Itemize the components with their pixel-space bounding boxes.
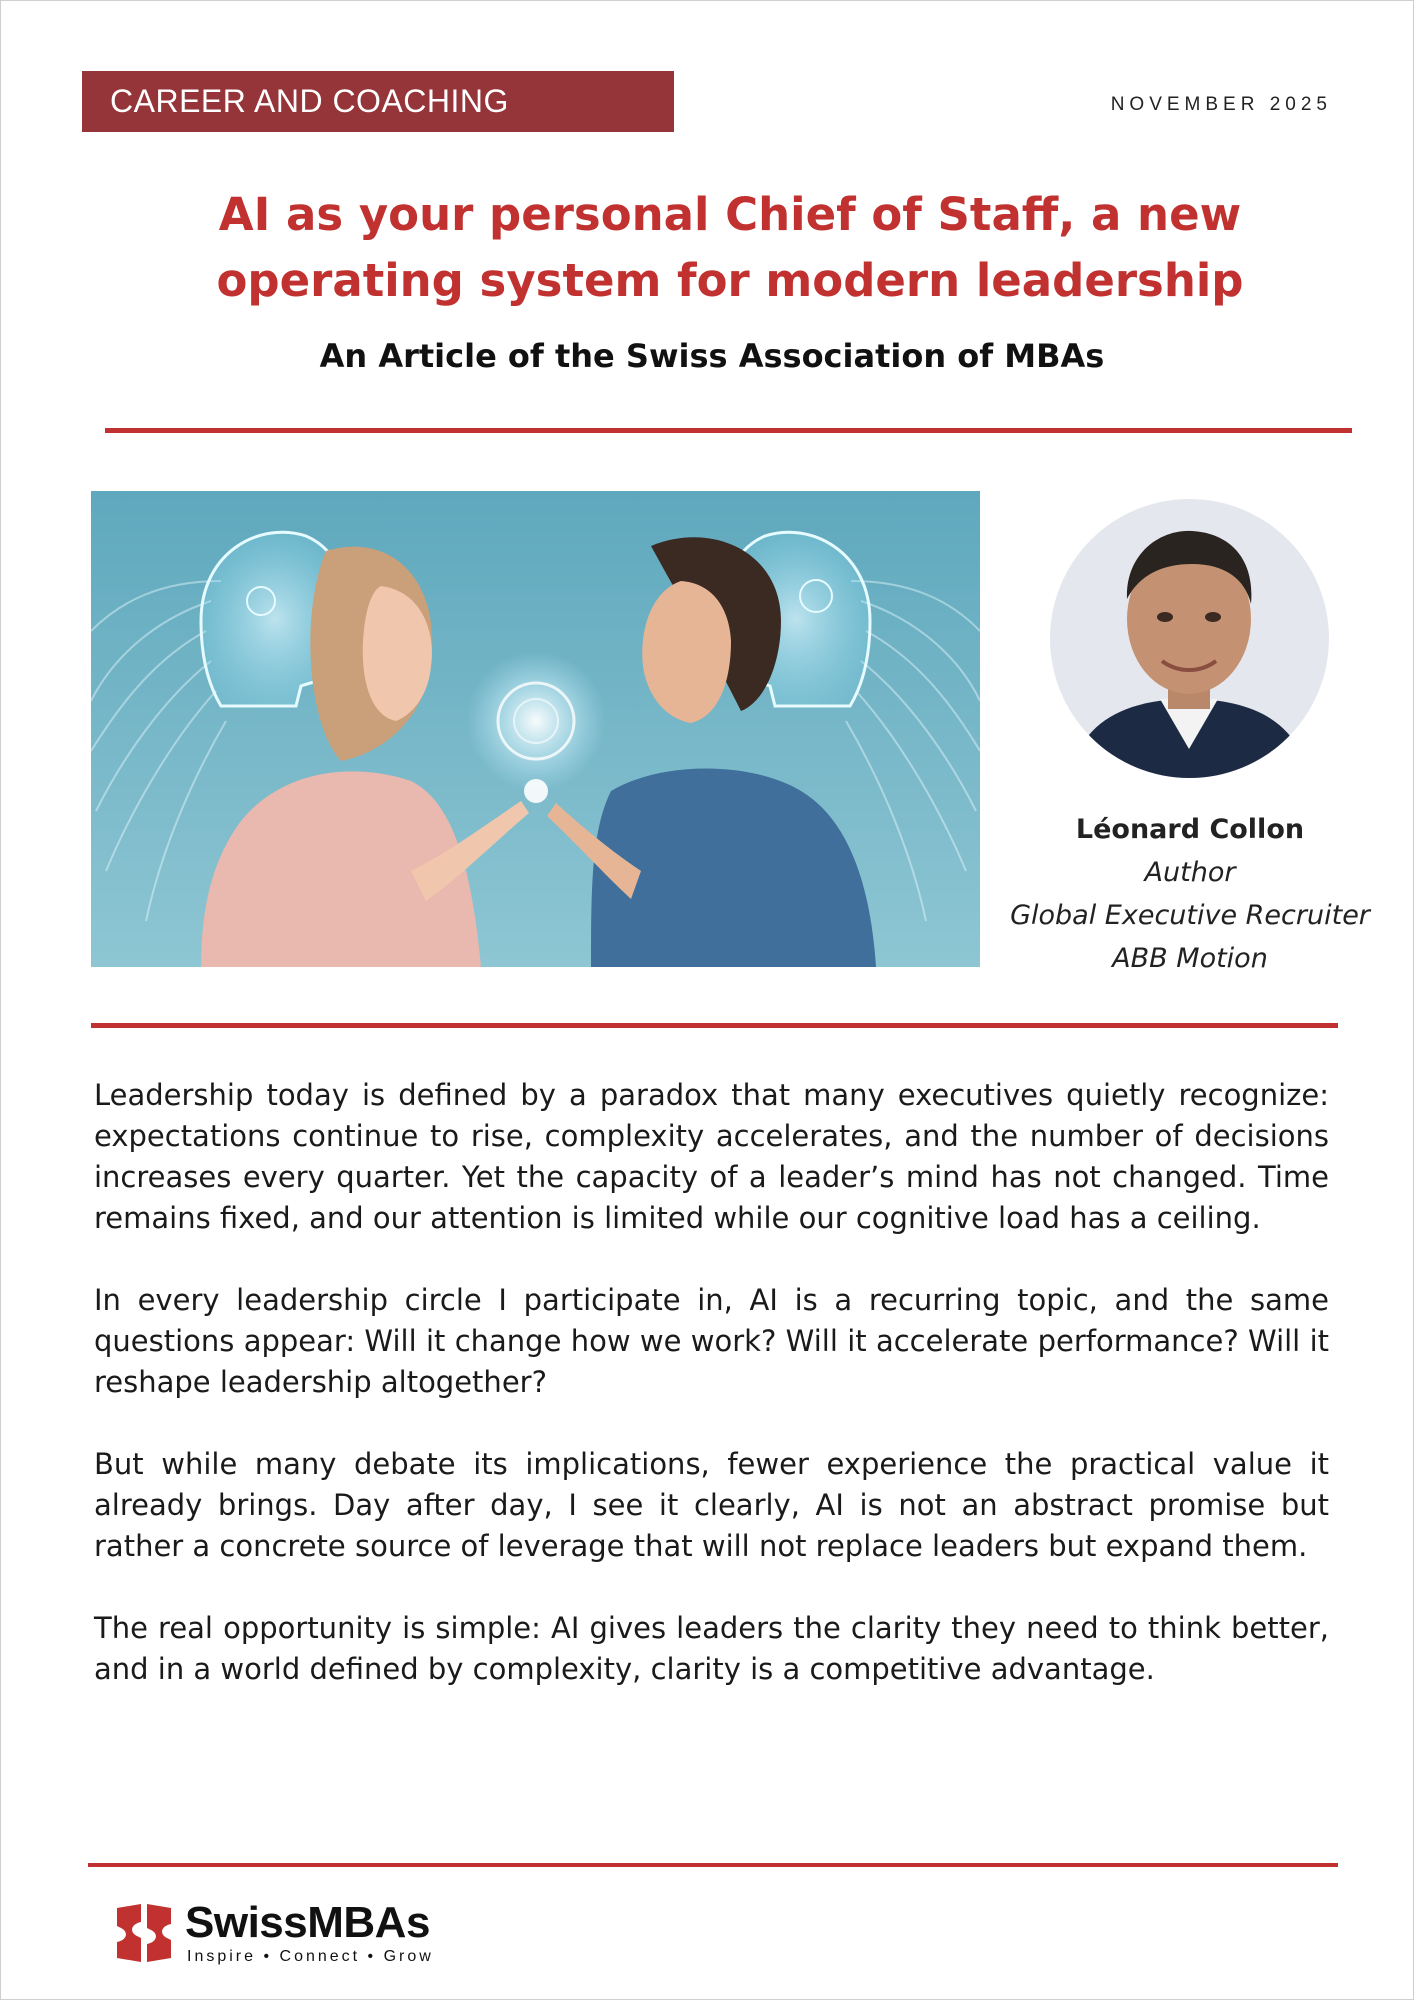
divider-middle — [91, 1023, 1338, 1028]
body-paragraph-4: The real opportunity is simple: AI gives leaders the clarity they need to think better, and in a world defined by complexity, clarity is a competitive advantage. — [94, 1611, 1329, 1686]
author-name: Léonard Collon — [1075, 814, 1305, 845]
author-info — [980, 808, 1400, 980]
issue-date: NOVEMBER 2025 — [1110, 94, 1332, 115]
author-role: Author — [1144, 857, 1236, 888]
logo-name: SwissMBAs — [185, 1898, 430, 1947]
article-body — [94, 1075, 1329, 1731]
body-paragraph-2: In every leadership circle I participate in, AI is a recurring topic, and the same questions appear: Will it change how we work? Will it accelerate performance? Will it reshape leadership altogether? — [94, 1283, 1329, 1399]
body-paragraph-1: Leadership today is defined by a paradox that many executives quietly recognize: expectations continue to rise, complexity accelerates, and the number of decisions increases every quarter. Yet the capacity of a leader’s mind has not changed. Time remains fixed, and our attention is limited while our cognitive load has a ceiling. — [94, 1078, 1329, 1235]
divider-top — [105, 428, 1352, 433]
logo-mark-icon — [113, 1902, 175, 1964]
body-paragraph-3: But while many debate its implications, fewer experience the practical value it already brings. Day after day, I see it clearly, AI is not an abstract promise but rather a concrete source of leverage that will not replace leaders but expand them. — [94, 1447, 1329, 1563]
article-title: AI as your personal Chief of Staff, a new operating system for modern leadership — [216, 188, 1244, 307]
category-label: CAREER AND COACHING — [110, 83, 509, 119]
swissmbas-logo — [113, 1898, 473, 1968]
divider-bottom — [88, 1863, 1338, 1867]
category-banner — [82, 71, 674, 132]
author-company: ABB Motion — [1112, 943, 1268, 974]
article-subtitle: An Article of the Swiss Association of MBAs — [319, 337, 1105, 375]
hero-illustration — [91, 491, 980, 967]
author-position: Global Executive Recruiter — [1010, 900, 1370, 931]
author-portrait — [1050, 499, 1329, 778]
logo-tagline: Inspire • Connect • Grow — [187, 1948, 434, 1965]
